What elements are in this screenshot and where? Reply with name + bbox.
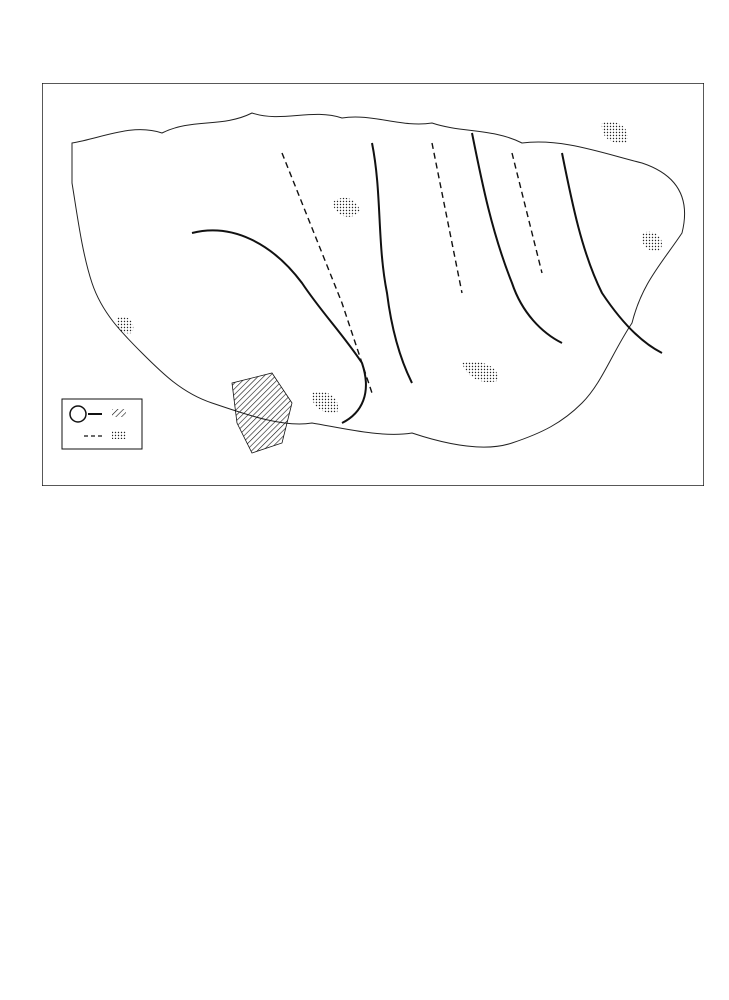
glacier-catalog-map (42, 83, 704, 486)
map-legend (62, 399, 142, 449)
